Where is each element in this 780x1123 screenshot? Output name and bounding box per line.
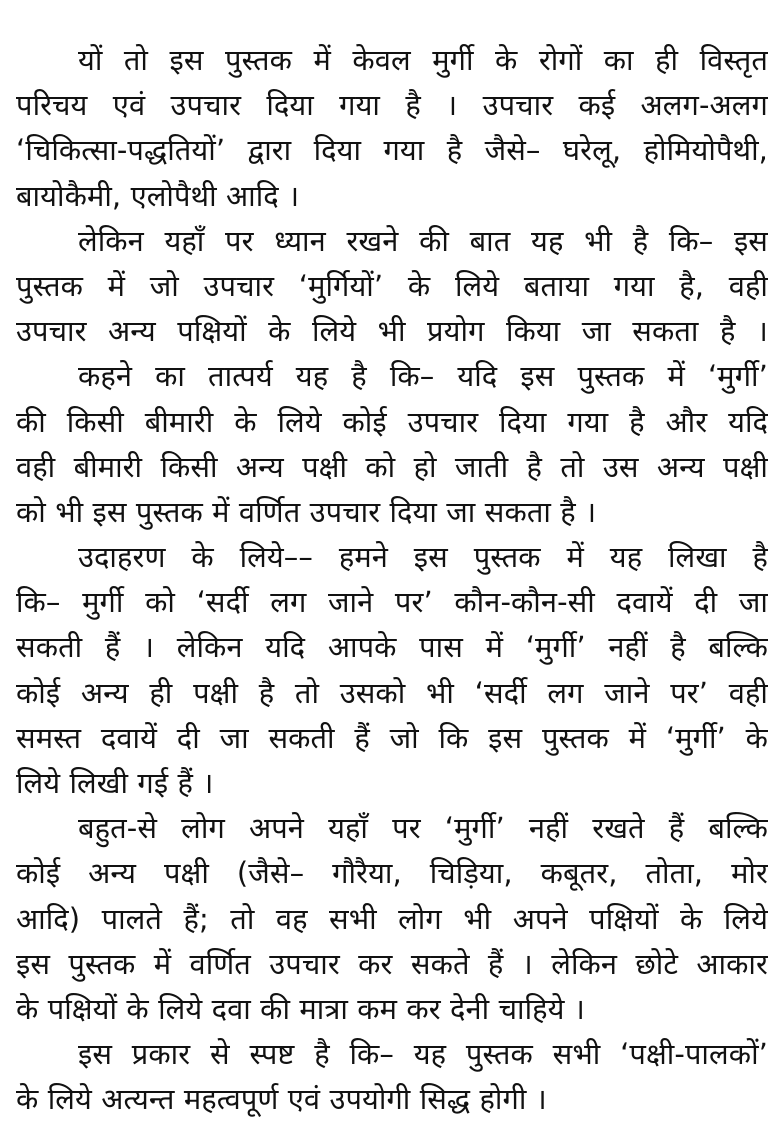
text-line: पुस्तक में जो उपचार ‘मुर्गियों’ के लिये बताया गया है, वही <box>16 268 768 303</box>
text-line: कोई अन्य पक्षी (जैसे– गौरैया, चिड़िया, कबूतर, तोता, मोर <box>16 856 768 891</box>
text-line: उदाहरण के लिये–– हमने इस पुस्तक में यह लिखा है <box>78 540 768 575</box>
text-line: उपचार अन्य पक्षियों के लिये भी प्रयोग किया जा सकता है । <box>16 314 768 349</box>
text-line: यों तो इस पुस्तक में केवल मुर्गी के रोगों का ही विस्तृत <box>78 43 768 77</box>
text-line: इस प्रकार से स्पष्ट है कि– यह पुस्तक सभी ‘पक्षी-पालकों’ <box>78 1037 768 1072</box>
text-line: बहुत-से लोग अपने यहाँ पर ‘मुर्गी’ नहीं रखते हैं बल्कि <box>78 811 768 846</box>
text-line: लेकिन यहाँ पर ध्यान रखने की बात यह भी है कि– इस <box>78 223 768 258</box>
text-line: परिचय एवं उपचार दिया गया है । उपचार कई अलग-अलग <box>16 88 768 123</box>
text-line: की किसी बीमारी के लिये कोई उपचार दिया गया है और यदि <box>16 404 768 439</box>
text-line: लिये लिखी गई हैं । <box>16 766 214 800</box>
text-line: इस पुस्तक में वर्णित उपचार कर सकते हैं । लेकिन छोटे आकार <box>16 946 768 981</box>
text-line: ‘चिकित्सा-पद्धतियों’ द्वारा दिया गया है जैसे– घरेलू, होमियोपैथी, <box>16 133 768 168</box>
text-line: कहने का तात्पर्य यह है कि– यदि इस पुस्तक में ‘मुर्गी’ <box>78 359 768 394</box>
text-line: बायोकैमी, एलोपैथी आदि । <box>16 178 300 213</box>
text-line: वही बीमारी किसी अन्य पक्षी को हो जाती है तो उस अन्य पक्षी <box>16 449 768 484</box>
text-line: कोई अन्य ही पक्षी है तो उसको भी ‘सर्दी लग जाने पर’ वही <box>16 675 768 710</box>
text-line: के लिये अत्यन्त महत्वपूर्ण एवं उपयोगी सिद्ध होगी । <box>16 1082 547 1117</box>
text-line: आदि) पालते हैं; तो वह सभी लोग भी अपने पक्षियों के लिये <box>16 901 768 936</box>
text-line: के पक्षियों के लिये दवा की मात्रा कम कर देनी चाहिये । <box>16 991 585 1026</box>
text-line: समस्त दवायें दी जा सकती हैं जो कि इस पुस्तक में ‘मुर्गी’ के <box>16 720 768 755</box>
text-line: कि– मुर्गी को ‘सर्दी लग जाने पर’ कौन-कौन-सी दवायें दी जा <box>16 585 768 620</box>
text-line: को भी इस पुस्तक में वर्णित उपचार दिया जा सकता है । <box>16 494 597 529</box>
text-line: सकती हैं । लेकिन यदि आपके पास में ‘मुर्गी’ नहीं है बल्कि <box>16 630 768 665</box>
